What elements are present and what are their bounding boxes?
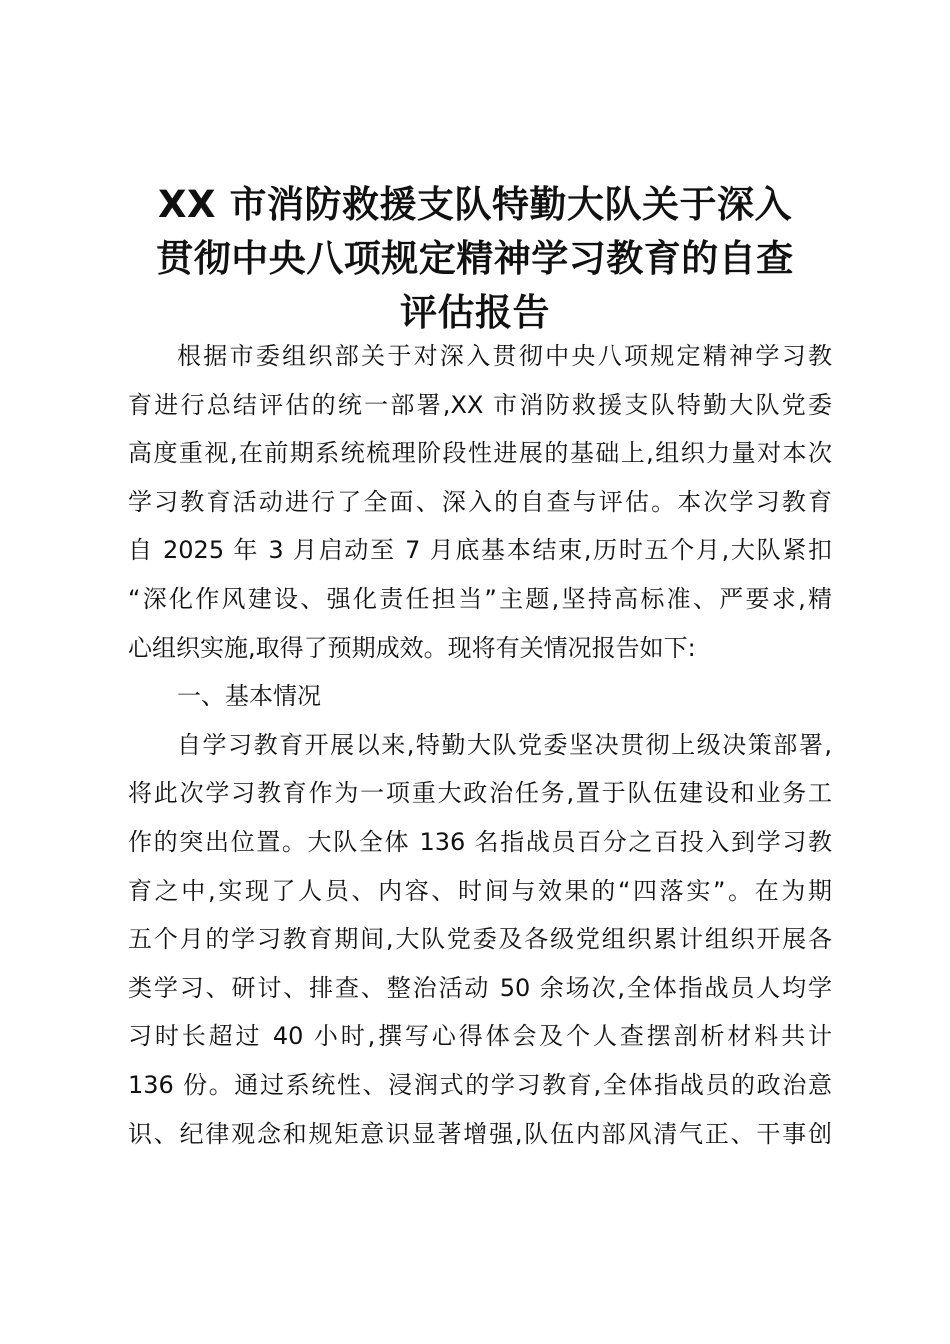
paragraph-line: 育进行总结评估的统一部署,XX 市消防救援支队特勤大队党委 xyxy=(128,390,832,419)
paragraph-line: 自 2025 年 3 月启动至 7 月底基本结束,历时五个月,大队紧扣 xyxy=(128,536,832,565)
document-body xyxy=(128,332,832,1158)
title-line: XX 市消防救援支队特勤大队关于深入 xyxy=(158,183,792,226)
paragraph-line: 根据市委组织部关于对深入贯彻中央八项规定精神学习教 xyxy=(177,342,832,370)
paragraph-line: 自学习教育开展以来,特勤大队党委坚决贯彻上级决策部署, xyxy=(177,730,832,759)
document-title xyxy=(100,178,850,340)
paragraph-line: 作的突出位置。大队全体 136 名指战员百分之百投入到学习教 xyxy=(128,827,832,856)
title-line: 贯彻中央八项规定精神学习教育的自查 xyxy=(156,237,794,280)
paragraph-line: “深化作风建设、强化责任担当”主题,坚持高标准、严要求,精 xyxy=(128,584,832,613)
paragraph-line: 将此次学习教育作为一项重大政治任务,置于队伍建设和业务工 xyxy=(128,779,832,808)
paragraph-line: 识、纪律观念和规矩意识显著增强,队伍内部风清气正、干事创 xyxy=(128,1119,832,1148)
paragraph-line: 五个月的学习教育期间,大队党委及各级党组织累计组织开展各 xyxy=(128,925,832,954)
paragraph-line: 学习教育活动进行了全面、深入的自查与评估。本次学习教育 xyxy=(128,487,832,516)
paragraph-line: 类学习、研讨、排查、整治活动 50 余场次,全体指战员人均学 xyxy=(128,973,832,1002)
paragraph-line: 心组织实施,取得了预期成效。现将有关情况报告如下: xyxy=(128,633,696,662)
paragraph-line: 136 份。通过系统性、浸润式的学习教育,全体指战员的政治意 xyxy=(128,1070,832,1099)
section-heading: 一、基本情况 xyxy=(177,682,321,711)
title-line: 评估报告 xyxy=(400,291,550,334)
paragraph-line: 高度重视,在前期系统梳理阶段性进展的基础上,组织力量对本次 xyxy=(128,439,832,468)
paragraph-line: 育之中,实现了人员、内容、时间与效果的“四落实”。在为期 xyxy=(128,876,832,905)
paragraph-line: 习时长超过 40 小时,撰写心得体会及个人查摆剖析材料共计 xyxy=(128,1022,832,1051)
